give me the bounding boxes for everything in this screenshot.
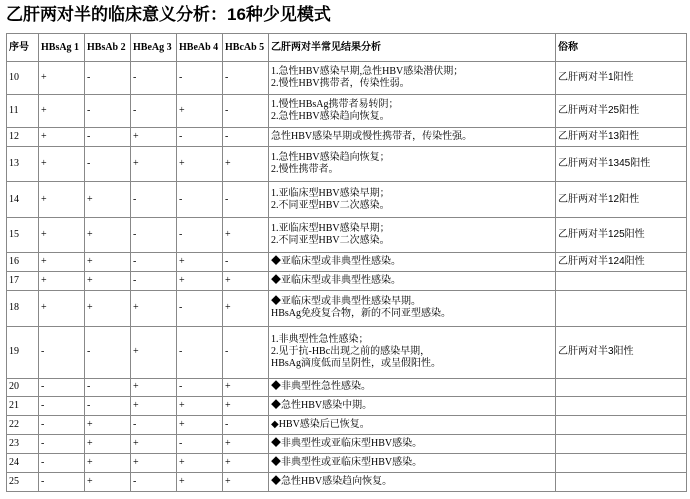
- hbeab-result: +: [177, 147, 223, 182]
- table-row: [7, 217, 687, 252]
- analysis-line: ◆亚临床型或非典型性感染。: [271, 256, 401, 268]
- hbsag-result: -: [39, 378, 85, 397]
- table-row: [7, 291, 687, 326]
- hbsab-result: +: [85, 435, 131, 454]
- analysis-line: 1.非典型性急性感染；: [271, 334, 369, 346]
- analysis-cell: [269, 217, 556, 252]
- hbeag-result: +: [131, 435, 177, 454]
- hbcab-result: +: [223, 291, 269, 326]
- hbsag-result: +: [39, 147, 85, 182]
- common-name-cell: [556, 435, 687, 454]
- hbsab-result: -: [85, 147, 131, 182]
- row-number: 19: [7, 326, 39, 378]
- analysis-line: 急性HBV感染早期或慢性携带者，传染性强。: [271, 131, 473, 143]
- analysis-cell: [269, 62, 556, 95]
- common-name-cell: [556, 397, 687, 416]
- table-row: [7, 378, 687, 397]
- hbeag-result: -: [131, 416, 177, 435]
- table-row: [7, 182, 687, 217]
- header-hbsag: HBsAg 1: [39, 34, 85, 62]
- analysis-cell: [269, 253, 556, 272]
- table-row: [7, 147, 687, 182]
- hbsab-result: +: [85, 416, 131, 435]
- analysis-line: 1.亚临床型HBV感染早期；: [271, 223, 390, 235]
- hbsag-result: -: [39, 454, 85, 473]
- hbsag-result: -: [39, 416, 85, 435]
- hbeag-result: +: [131, 128, 177, 147]
- common-name-cell: [556, 378, 687, 397]
- analysis-line: ◆急性HBV感染趋向恢复。: [271, 475, 393, 487]
- common-name-cell: 乙肝两对半1345阳性: [556, 147, 687, 182]
- common-name-cell: [556, 272, 687, 291]
- hbsag-result: +: [39, 272, 85, 291]
- row-number: 21: [7, 397, 39, 416]
- common-name-cell: 乙肝两对半1阳性: [556, 62, 687, 95]
- common-name-cell: 乙肝两对半13阳性: [556, 128, 687, 147]
- analysis-line: 1.急性HBV感染早期,急性HBV感染潜伏期；: [271, 66, 464, 78]
- analysis-cell: [269, 435, 556, 454]
- hbsag-result: +: [39, 291, 85, 326]
- analysis-cell: [269, 272, 556, 291]
- hbsab-result: -: [85, 397, 131, 416]
- hbsab-result: -: [85, 128, 131, 147]
- analysis-cell: [269, 326, 556, 378]
- table-row: [7, 95, 687, 128]
- row-number: 11: [7, 95, 39, 128]
- hbsab-result: +: [85, 182, 131, 217]
- common-name-cell: 乙肝两对半124阳性: [556, 253, 687, 272]
- hbcab-result: -: [223, 182, 269, 217]
- header-common-name: 俗称: [556, 34, 687, 62]
- row-number: 16: [7, 253, 39, 272]
- hbsag-result: +: [39, 217, 85, 252]
- hbcab-result: -: [223, 326, 269, 378]
- hbeab-result: +: [177, 397, 223, 416]
- analysis-cell: [269, 291, 556, 326]
- hbeab-result: -: [177, 128, 223, 147]
- common-name-cell: [556, 416, 687, 435]
- row-number: 12: [7, 128, 39, 147]
- hbeag-result: +: [131, 147, 177, 182]
- hbeag-result: +: [131, 326, 177, 378]
- hbsab-result: +: [85, 253, 131, 272]
- hbcab-result: +: [223, 454, 269, 473]
- row-number: 14: [7, 182, 39, 217]
- hbeag-result: -: [131, 95, 177, 128]
- hbeab-result: +: [177, 253, 223, 272]
- table-row: [7, 326, 687, 378]
- hbsag-result: -: [39, 472, 85, 491]
- table-row: [7, 62, 687, 95]
- header-hbeag: HBeAg 3: [131, 34, 177, 62]
- hbv-pattern-table: [6, 33, 687, 492]
- page-title: 乙肝两对半的临床意义分析：16种少见模式: [6, 5, 331, 24]
- hbcab-result: +: [223, 397, 269, 416]
- header-hbcab: HBcAb 5: [223, 34, 269, 62]
- hbeag-result: +: [131, 291, 177, 326]
- hbeab-result: +: [177, 272, 223, 291]
- header-hbeab: HBeAb 4: [177, 34, 223, 62]
- common-name-cell: 乙肝两对半12阳性: [556, 182, 687, 217]
- hbeab-result: +: [177, 95, 223, 128]
- hbcab-result: +: [223, 217, 269, 252]
- table-row: [7, 397, 687, 416]
- common-name-cell: [556, 472, 687, 491]
- analysis-cell: [269, 416, 556, 435]
- hbsag-result: -: [39, 435, 85, 454]
- hbeab-result: -: [177, 378, 223, 397]
- hbsag-result: -: [39, 397, 85, 416]
- hbsab-result: -: [85, 62, 131, 95]
- hbeag-result: -: [131, 62, 177, 95]
- row-number: 10: [7, 62, 39, 95]
- analysis-line: ◆非典型性或亚临床型HBV感染。: [271, 438, 423, 450]
- analysis-line: 2.急性HBV感染趋向恢复。: [271, 111, 390, 123]
- table-row: [7, 253, 687, 272]
- hbeag-result: -: [131, 253, 177, 272]
- hbsab-result: +: [85, 472, 131, 491]
- row-number: 22: [7, 416, 39, 435]
- header-hbsab: HBsAb 2: [85, 34, 131, 62]
- analysis-line: ◆亚临床型或非典型性感染早期。: [271, 296, 421, 308]
- analysis-line: 2.见于抗-HBc出现之前的感染早期，: [271, 346, 431, 358]
- hbcab-result: -: [223, 95, 269, 128]
- analysis-cell: [269, 147, 556, 182]
- table-row: [7, 435, 687, 454]
- analysis-line: 1.亚临床型HBV感染早期；: [271, 187, 390, 199]
- common-name-cell: 乙肝两对半125阳性: [556, 217, 687, 252]
- hbeag-result: +: [131, 378, 177, 397]
- analysis-line: 1.急性HBV感染趋向恢复；: [271, 152, 390, 164]
- header-analysis: 乙肝两对半常见结果分析: [269, 34, 556, 62]
- analysis-cell: [269, 95, 556, 128]
- analysis-cell: [269, 378, 556, 397]
- common-name-cell: [556, 291, 687, 326]
- analysis-line: HBsAg滴度低而呈阴性，或呈假阳性。: [271, 358, 442, 370]
- analysis-line: ◆急性HBV感染中期。: [271, 400, 373, 412]
- hbeab-result: +: [177, 416, 223, 435]
- hbsab-result: -: [85, 95, 131, 128]
- hbcab-result: +: [223, 435, 269, 454]
- common-name-cell: 乙肝两对半3阳性: [556, 326, 687, 378]
- analysis-line: 2.不同亚型HBV二次感染。: [271, 235, 390, 247]
- hbeab-result: -: [177, 291, 223, 326]
- row-number: 25: [7, 472, 39, 491]
- hbeag-result: +: [131, 454, 177, 473]
- analysis-line: 2.慢性HBV携带者，传染性弱。: [271, 78, 410, 90]
- hbcab-result: -: [223, 253, 269, 272]
- analysis-cell: [269, 128, 556, 147]
- analysis-line: 2.慢性携带者。: [271, 164, 339, 176]
- hbcab-result: -: [223, 62, 269, 95]
- hbsag-result: +: [39, 253, 85, 272]
- hbeab-result: -: [177, 326, 223, 378]
- header-row: [7, 34, 687, 62]
- analysis-line: ◆亚临床型或非典型性感染。: [271, 275, 401, 287]
- analysis-cell: [269, 397, 556, 416]
- hbcab-result: +: [223, 147, 269, 182]
- hbeab-result: +: [177, 472, 223, 491]
- hbeag-result: +: [131, 397, 177, 416]
- hbcab-result: -: [223, 416, 269, 435]
- analysis-line: ◆非典型性或亚临床型HBV感染。: [271, 457, 423, 469]
- hbsab-result: +: [85, 454, 131, 473]
- hbsag-result: +: [39, 182, 85, 217]
- table-row: [7, 128, 687, 147]
- hbsab-result: -: [85, 326, 131, 378]
- row-number: 24: [7, 454, 39, 473]
- hbeab-result: -: [177, 62, 223, 95]
- row-number: 13: [7, 147, 39, 182]
- hbsab-result: +: [85, 291, 131, 326]
- hbeag-result: -: [131, 217, 177, 252]
- analysis-line: ◆非典型性急性感染。: [271, 381, 371, 393]
- hbsag-result: +: [39, 95, 85, 128]
- hbeab-result: +: [177, 454, 223, 473]
- analysis-line: 1.慢性HBsAg携带者易转阴；: [271, 99, 399, 111]
- hbeab-result: -: [177, 217, 223, 252]
- analysis-cell: [269, 182, 556, 217]
- hbeag-result: -: [131, 272, 177, 291]
- row-number: 15: [7, 217, 39, 252]
- analysis-cell: [269, 472, 556, 491]
- analysis-line: 2.不同亚型HBV二次感染。: [271, 199, 390, 211]
- hbcab-result: +: [223, 378, 269, 397]
- table-row: [7, 454, 687, 473]
- hbsag-result: +: [39, 128, 85, 147]
- analysis-line: ◆HBV感染后已恢复。: [271, 419, 370, 431]
- row-number: 17: [7, 272, 39, 291]
- hbcab-result: +: [223, 272, 269, 291]
- common-name-cell: [556, 454, 687, 473]
- hbsag-result: -: [39, 326, 85, 378]
- analysis-cell: [269, 454, 556, 473]
- common-name-cell: 乙肝两对半25阳性: [556, 95, 687, 128]
- hbsab-result: +: [85, 217, 131, 252]
- table-row: [7, 472, 687, 491]
- hbcab-result: -: [223, 128, 269, 147]
- hbcab-result: +: [223, 472, 269, 491]
- row-number: 20: [7, 378, 39, 397]
- hbsag-result: +: [39, 62, 85, 95]
- hbeab-result: -: [177, 182, 223, 217]
- row-number: 18: [7, 291, 39, 326]
- table-row: [7, 416, 687, 435]
- analysis-line: HBsAg免疫复合物，新的不同亚型感染。: [271, 308, 452, 320]
- hbsab-result: -: [85, 378, 131, 397]
- hbsab-result: +: [85, 272, 131, 291]
- hbeag-result: -: [131, 472, 177, 491]
- hbeag-result: -: [131, 182, 177, 217]
- hbeab-result: -: [177, 435, 223, 454]
- row-number: 23: [7, 435, 39, 454]
- header-no: 序号: [7, 34, 39, 62]
- table-row: [7, 272, 687, 291]
